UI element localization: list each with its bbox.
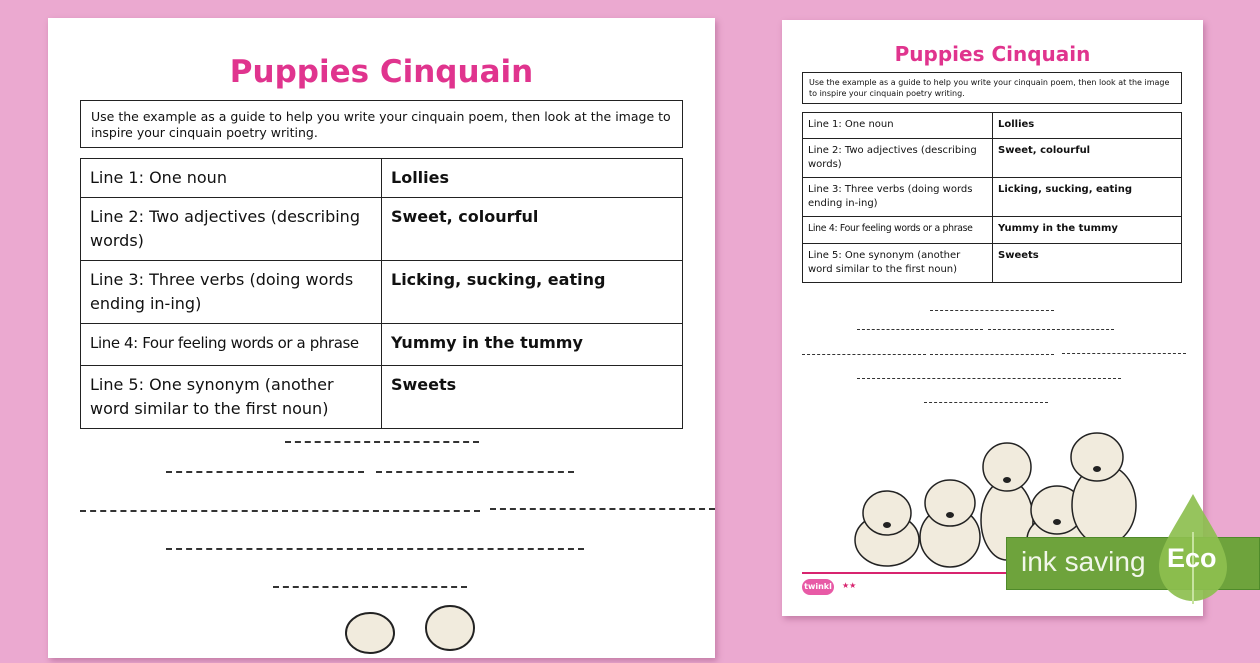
table-row [81, 324, 683, 366]
table-row [803, 178, 1182, 217]
writing-line-5 [273, 586, 467, 588]
worksheet-preview-large [48, 18, 715, 658]
row-example: Yummy in the tummy [993, 217, 1182, 244]
row-prompt: Line 4: Four feeling words or a phrase [81, 324, 382, 366]
row-example: Yummy in the tummy [382, 324, 683, 366]
writing-line-2b [376, 471, 574, 473]
row-example: Lollies [382, 159, 683, 198]
row-prompt: Line 1: One noun [81, 159, 382, 198]
writing-line-3a [802, 354, 926, 355]
table-row [803, 244, 1182, 283]
row-example: Sweet, colourful [993, 139, 1182, 178]
row-prompt: Line 1: One noun [803, 113, 993, 139]
writing-line-3b [282, 510, 480, 512]
puppies-illustration [338, 593, 498, 663]
table-row [803, 139, 1182, 178]
row-prompt: Line 5: One synonym (another word similar to the first noun) [81, 366, 382, 429]
table-row [803, 217, 1182, 244]
row-prompt: Line 2: Two adjectives (describing words) [803, 139, 993, 178]
row-example: Sweets [993, 244, 1182, 283]
writing-line-4 [857, 378, 1121, 379]
table-row [81, 366, 683, 429]
table-row [81, 261, 683, 324]
row-prompt: Line 3: Three verbs (doing words ending in-ing) [81, 261, 382, 324]
row-example: Sweet, colourful [382, 198, 683, 261]
eco-label: Eco [1167, 543, 1217, 573]
writing-line-3a [80, 510, 278, 512]
writing-line-3c [1062, 353, 1186, 354]
table-row [81, 198, 683, 261]
writing-line-2a [166, 471, 364, 473]
page-title: Puppies Cinquain [894, 42, 1091, 66]
writing-line-2b [988, 329, 1114, 330]
cinquain-table [80, 158, 683, 429]
footer-divider [802, 572, 1032, 574]
writing-line-3b [930, 354, 1054, 355]
row-example: Licking, sucking, eating [382, 261, 683, 324]
page-title: Puppies Cinquain [229, 54, 534, 90]
writing-line-4 [166, 548, 584, 550]
instructions: Use the example as a guide to help you write your cinquain poem, then look at the image to inspire your cinquain poetry writing. [802, 72, 1182, 104]
row-example: Sweets [382, 366, 683, 429]
writing-line-3c [490, 508, 715, 510]
row-example: Licking, sucking, eating [993, 178, 1182, 217]
instructions: Use the example as a guide to help you write your cinquain poem, then look at the image to inspire your cinquain poetry writing. [80, 100, 683, 148]
row-prompt: Line 2: Two adjectives (describing words) [81, 198, 382, 261]
rating-stars: ★★ [842, 581, 857, 590]
table-row [803, 113, 1182, 139]
row-prompt: Line 3: Three verbs (doing words ending in-ing) [803, 178, 993, 217]
cinquain-table [802, 112, 1182, 283]
row-prompt: Line 5: One synonym (another word similar to the first noun) [803, 244, 993, 283]
row-prompt: Line 4: Four feeling words or a phrase [803, 217, 993, 244]
twinkl-logo: twinkl [802, 579, 834, 595]
row-example: Lollies [993, 113, 1182, 139]
writing-line-5 [924, 402, 1048, 403]
writing-line-2a [857, 329, 983, 330]
worksheet-preview-small [782, 20, 1203, 616]
ink-saving-label: ink saving [1021, 546, 1146, 577]
writing-line-1 [930, 310, 1054, 311]
writing-line-1 [285, 441, 479, 443]
table-row [81, 159, 683, 198]
